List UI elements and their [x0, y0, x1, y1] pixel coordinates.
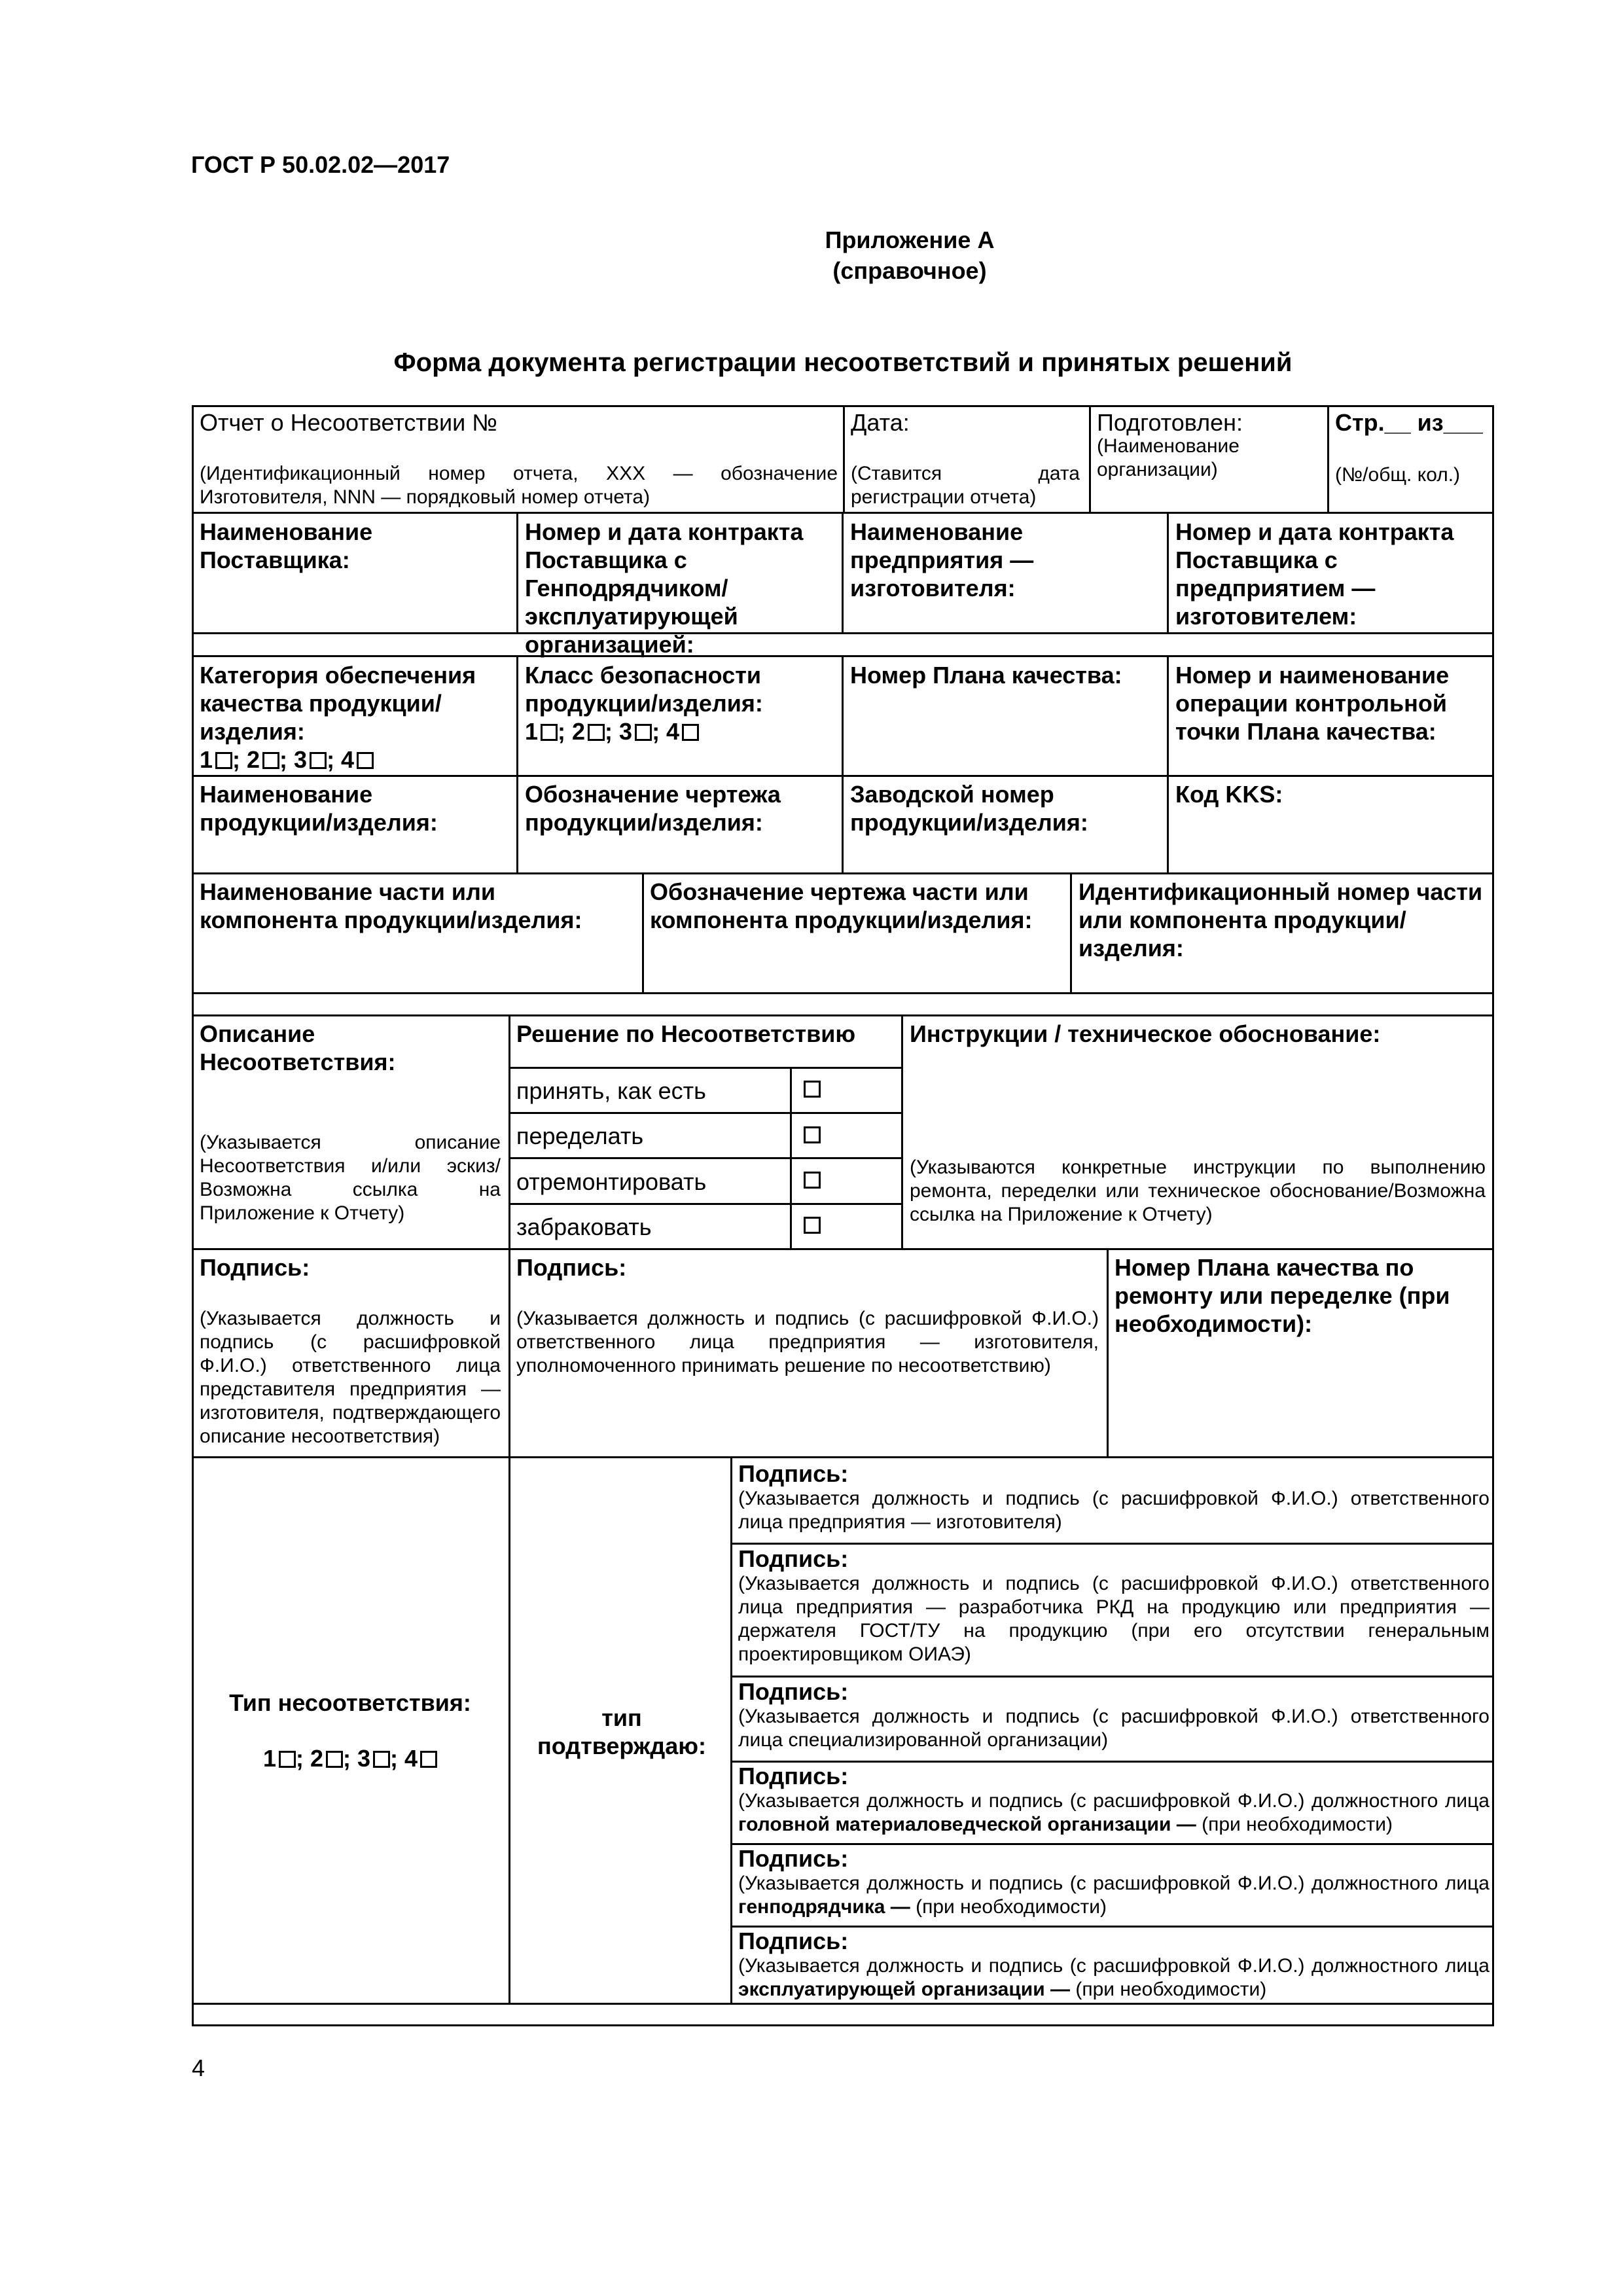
row-divider [508, 1157, 903, 1159]
decision-checkbox-rework[interactable] [804, 1126, 821, 1143]
col-divider [508, 1456, 510, 2005]
row-divider [192, 1248, 1494, 1250]
col-divider [842, 512, 844, 634]
signature-note: (Указывается должность и подпись (с расшифровкой Ф.И.О.) ответственного лица предприятия — разработчика РКД на продукцию или предприятия — держателя ГОСТ/ТУ на продукцию (при его отсутствии генеральным проектировщиком ОИАЭ) [738, 1573, 1489, 1665]
col-divider [516, 512, 518, 634]
signature-note-tail: (при необходимости) [916, 1896, 1107, 1918]
repair-plan-number-label: Номер Плана качества по ремонту или переделке (при необходимости): [1115, 1254, 1450, 1337]
type-confirm-label: тип подтверждаю: [537, 1704, 707, 1759]
row-divider [508, 1067, 903, 1069]
prepared-note: (Наименование организации) [1097, 435, 1240, 480]
col-divider [1167, 655, 1169, 874]
row-divider [192, 1456, 1494, 1458]
date-label: Дата: [851, 409, 910, 436]
signature-label: Подпись: [738, 1460, 849, 1487]
instructions-note: (Указываются конкретные инструкции по выполнению ремонта, переделки или техническое обоснование/Возможна ссылка на Приложение к Отчету) [910, 1157, 1486, 1225]
signature-note-bold: эксплуатирующей организации — [738, 1979, 1071, 2000]
decision-label: Решение по Несоответствию [516, 1020, 856, 1047]
col-divider [1089, 405, 1091, 514]
signature-label: Подпись: [738, 1928, 849, 1954]
decision-checkbox-repair[interactable] [804, 1172, 821, 1189]
signature-label: Подпись: [738, 1545, 849, 1572]
decision-checkbox-reject[interactable] [804, 1217, 821, 1234]
page-number: 4 [192, 2054, 205, 2081]
signature-note: (Указывается должность и подпись (с расшифровкой Ф.И.О.) должностного лица [738, 1955, 1489, 1977]
row-divider [192, 1014, 1494, 1016]
signature-note: (Указывается должность и подпись (с расшифровкой Ф.И.О.) ответственного лица специализированной организации) [738, 1706, 1489, 1751]
instructions-label: Инструкции / техническое обоснование: [910, 1020, 1381, 1047]
quality-category-label: Категория обеспечения качества продукции/изделия: [200, 662, 476, 745]
date-note: (Ставится дата регистрации отчета) [851, 463, 1080, 508]
table-border [192, 405, 194, 2026]
quality-plan-number-label: Номер Плана качества: [850, 662, 1122, 689]
contract-manufacturer-label: Номер и дата контракта Поставщика с предприятием — изготовителем: [1175, 518, 1454, 630]
decision-option-reject: забраковать [516, 1213, 652, 1240]
decision-checkbox-accept[interactable] [804, 1081, 821, 1098]
decision-option-accept: принять, как есть [516, 1077, 706, 1104]
signature-note: (Указывается должность и подпись (с расшифровкой Ф.И.О.) ответственного лица предприятия — изготовителя) [738, 1488, 1489, 1533]
decision-option-rework: переделать [516, 1122, 644, 1149]
col-divider [642, 872, 644, 994]
signature-block-specialized-org [738, 1679, 1489, 1752]
prepared-label: Подготовлен: [1097, 409, 1243, 436]
nonconformity-type-options[interactable]: 1 ; 2 ; 3 ; 4 [192, 1744, 508, 1772]
page-counter-label: Стр.__ из___ [1335, 409, 1483, 436]
contract-general-contractor-label: Номер и дата контракта Поставщика с Генподрядчиком/эксплуатирующей организацией: [525, 518, 804, 658]
signature-note: (Указывается должность и подпись (с расшифровкой Ф.И.О.) должностного лица [738, 1790, 1489, 1812]
table-border [1492, 405, 1494, 2026]
decision-option-repair: отремонтировать [516, 1168, 707, 1195]
report-number-label: Отчет о Несоответствии № [200, 409, 497, 436]
signature-label: Подпись: [738, 1678, 849, 1705]
col-divider [730, 1456, 732, 2005]
kks-code-label: Код KKS: [1175, 781, 1283, 808]
col-divider [508, 1014, 510, 1250]
signature-decision-label: Подпись: [516, 1254, 627, 1281]
col-divider [842, 655, 844, 874]
signature-note-tail: (при необходимости) [1202, 1814, 1393, 1835]
row-divider [508, 1112, 903, 1114]
form-title: Форма документа регистрации несоответствий и принятых решений [393, 348, 1293, 377]
signature-block-general-contractor [738, 1846, 1489, 1919]
manufacturer-name-label: Наименование предприятия — изготовителя: [850, 518, 1034, 601]
page-counter-note: (№/общ. кол.) [1335, 464, 1461, 486]
col-divider [508, 1248, 510, 1458]
col-divider [1070, 872, 1072, 994]
signature-note-bold: генподрядчика — [738, 1896, 910, 1918]
table-border [192, 2024, 1494, 2026]
signature-description-label: Подпись: [200, 1254, 310, 1281]
safety-class-options[interactable]: 1 ; 2 ; 3 ; 4 [525, 717, 699, 745]
appendix-type: (справочное) [832, 257, 987, 284]
appendix-title: Приложение А [825, 226, 995, 253]
nonconformity-description-label: Описание Несоответствия: [200, 1020, 396, 1075]
signature-block-manufacturer [738, 1461, 1489, 1534]
component-id-label: Идентификационный номер части или компонента продукции/изделия: [1079, 878, 1483, 961]
col-divider [516, 655, 518, 874]
component-name-label: Наименование части или компонента продукции/изделия: [200, 878, 582, 933]
standard-code: ГОСТ Р 50.02.02—2017 [191, 151, 450, 178]
product-drawing-label: Обозначение чертежа продукции/изделия: [525, 781, 781, 836]
col-divider [843, 405, 845, 514]
row-divider [730, 1676, 1494, 1677]
col-divider [1167, 512, 1169, 634]
signature-label: Подпись: [738, 1845, 849, 1872]
serial-number-label: Заводской номер продукции/изделия: [850, 781, 1088, 836]
signature-block-operating-org [738, 1928, 1489, 2001]
row-divider [192, 2003, 1494, 2005]
supplier-name-label: Наименование Поставщика: [200, 518, 373, 573]
signature-note-tail: (при необходимости) [1075, 1979, 1267, 2000]
col-divider [1107, 1248, 1109, 1458]
signature-label: Подпись: [738, 1763, 849, 1789]
row-divider [730, 1543, 1494, 1545]
col-divider [901, 1014, 903, 1250]
signature-note: (Указывается должность и подпись (с расшифровкой Ф.И.О.) должностного лица [738, 1873, 1489, 1894]
nonconformity-description-note: (Указывается описание Несоответствия и/или эскиз/Возможна ссылка на Приложение к Отчету) [200, 1132, 501, 1224]
product-name-label: Наименование продукции/изделия: [200, 781, 438, 836]
signature-block-developer [738, 1546, 1489, 1666]
quality-category-options[interactable]: 1 ; 2 ; 3 ; 4 [200, 745, 374, 774]
nonconformity-type-label: Тип несоответствия: [229, 1689, 471, 1716]
signature-description-note: (Указывается должность и подпись (с расшифровкой Ф.И.О.) ответственного лица представителя предприятия — изготовителя, подтверждающего описание несоответствия) [200, 1308, 501, 1447]
row-divider [508, 1203, 903, 1205]
row-divider [192, 992, 1494, 994]
signature-block-materials-org [738, 1763, 1489, 1837]
signature-note-bold: головной материаловедческой организации — [738, 1814, 1196, 1835]
report-number-note: (Идентификационный номер отчета, ХХХ — обозначение Изготовителя, NNN — порядковый номер отчета) [200, 463, 838, 508]
control-point-label: Номер и наименование операции контрольной точки Плана качества: [1175, 662, 1450, 745]
col-divider [1327, 405, 1329, 514]
safety-class-label: Класс безопасности продукции/изделия: [525, 662, 763, 717]
component-drawing-label: Обозначение чертежа части или компонента продукции/изделия: [650, 878, 1033, 933]
signature-decision-note: (Указывается должность и подпись (с расшифровкой Ф.И.О.) ответственного лица предприятия — изготовителя, уполномоченного принимать решение по несоответствию) [516, 1308, 1099, 1376]
